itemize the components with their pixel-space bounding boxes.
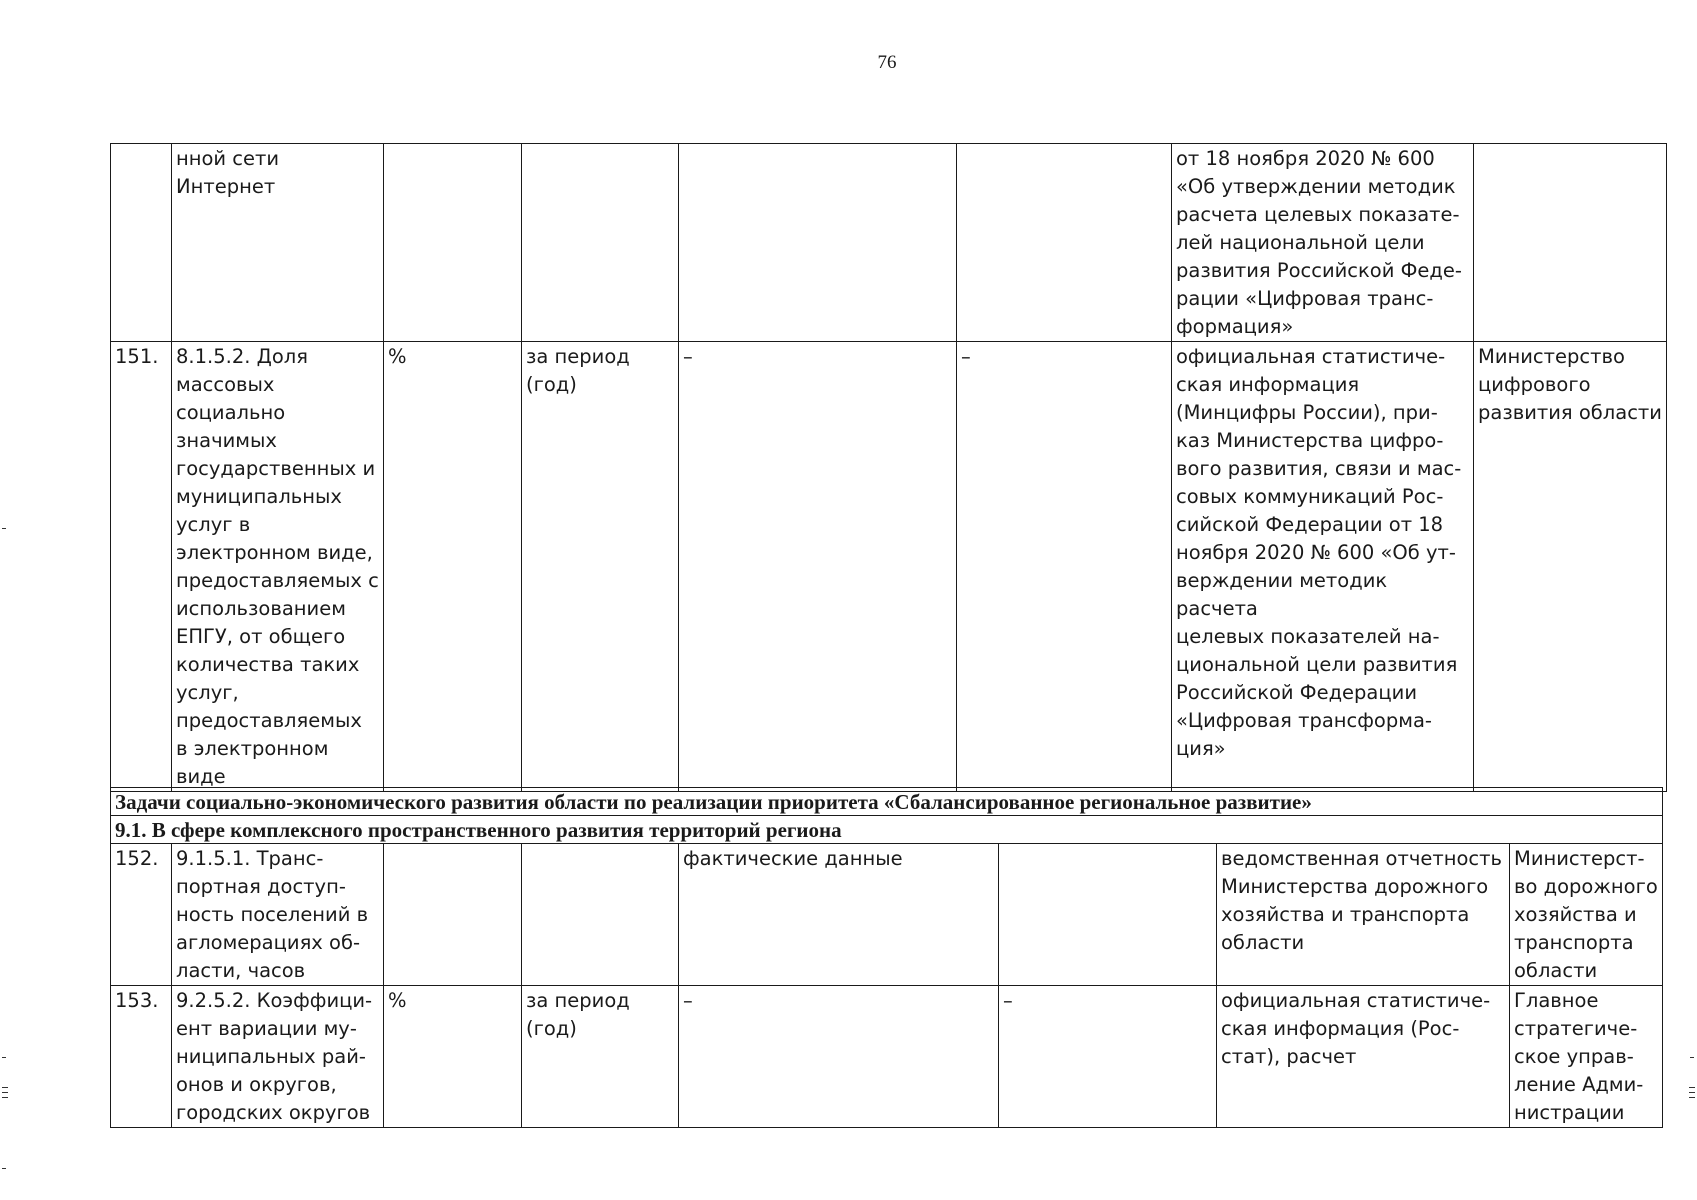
indicator-name: 9.2.5.2. Коэффици- ент вариации му- ниципальных рай- онов и округов, городских округов	[172, 986, 384, 1128]
unit-cell	[384, 844, 522, 986]
responsible-cell: Министерст- во дорожного хозяйства и транспорта области	[1510, 844, 1663, 986]
scan-mark	[2, 1168, 6, 1169]
source-cell: официальная статистиче- ская информация (Минцифры России), при- каз Министерства цифро- вого развития, связи и мас- совых коммуникаций Рос- сийской Федерации от 18 ноября 2020 № 600 «Об ут- верждении методик расчета целевых показателей на- циональной цели развития Российской Федерации «Цифровая трансформа- ция»	[1172, 342, 1474, 792]
period-cell	[522, 144, 679, 342]
scan-mark	[1689, 1087, 1695, 1088]
scan-mark	[2, 1097, 8, 1098]
row-number: 151.	[111, 342, 172, 792]
row-number: 153.	[111, 986, 172, 1128]
scan-mark	[1689, 1097, 1695, 1098]
column-6-cell	[957, 144, 1172, 342]
scan-mark	[2, 1057, 6, 1058]
indicator-name: 9.1.5.1. Транс- портная доступ- ность поселений в агломерациях об- ласти, часов	[172, 844, 384, 986]
column-5-cell: –	[679, 986, 999, 1128]
unit-cell: %	[384, 342, 522, 792]
column-6-cell	[999, 844, 1217, 986]
subsection-header: 9.1. В сфере комплексного пространственного развития территорий региона	[111, 816, 1663, 844]
source-cell: от 18 ноября 2020 № 600 «Об утверждении методик расчета целевых показате- лей национальной цели развития Российской Феде- рации «Цифровая транс- формация»	[1172, 144, 1474, 342]
source-cell: ведомственная отчетность Министерства дорожного хозяйства и транспорта области	[1217, 844, 1510, 986]
table-row-152	[111, 844, 1663, 986]
period-cell: за период (год)	[522, 986, 679, 1128]
indicators-table-upper	[110, 143, 1667, 792]
subsection-header-row	[111, 816, 1663, 844]
source-cell: официальная статистиче- ская информация (Рос- стат), расчет	[1217, 986, 1510, 1128]
section-header-row	[111, 788, 1663, 816]
column-6-cell: –	[957, 342, 1172, 792]
scan-mark	[1689, 1092, 1695, 1093]
scan-mark	[1690, 1057, 1694, 1058]
unit-cell: %	[384, 986, 522, 1128]
scan-mark	[2, 1092, 8, 1093]
table-row-continuation	[111, 144, 1667, 342]
column-6-cell: –	[999, 986, 1217, 1128]
period-cell	[522, 844, 679, 986]
column-5-cell	[679, 144, 957, 342]
scan-mark	[2, 1087, 8, 1088]
table-row-151	[111, 342, 1667, 792]
responsible-cell	[1474, 144, 1667, 342]
indicator-name: нной сети Интернет	[172, 144, 384, 342]
column-5-cell: фактические данные	[679, 844, 999, 986]
column-5-cell: –	[679, 342, 957, 792]
responsible-cell: Министерство цифрового развития области	[1474, 342, 1667, 792]
period-cell: за период (год)	[522, 342, 679, 792]
indicator-name: 8.1.5.2. Доля массовых социально значимых государственных и муниципальных услуг в электронном виде, предоставляемых с использованием ЕПГУ, от общего количества таких услуг, предоставляемых в электронном виде	[172, 342, 384, 792]
page-number: 76	[877, 52, 897, 73]
unit-cell	[384, 144, 522, 342]
responsible-cell: Главное стратегиче- ское управ- ление Адми- нистрации	[1510, 986, 1663, 1128]
scan-mark	[2, 528, 6, 529]
row-number: 152.	[111, 844, 172, 986]
row-number	[111, 144, 172, 342]
section-header: Задачи социально-экономического развития области по реализации приоритета «Сбалансированное региональное развитие»	[111, 788, 1663, 816]
table-row-153	[111, 986, 1663, 1128]
indicators-table-lower	[110, 787, 1663, 1128]
